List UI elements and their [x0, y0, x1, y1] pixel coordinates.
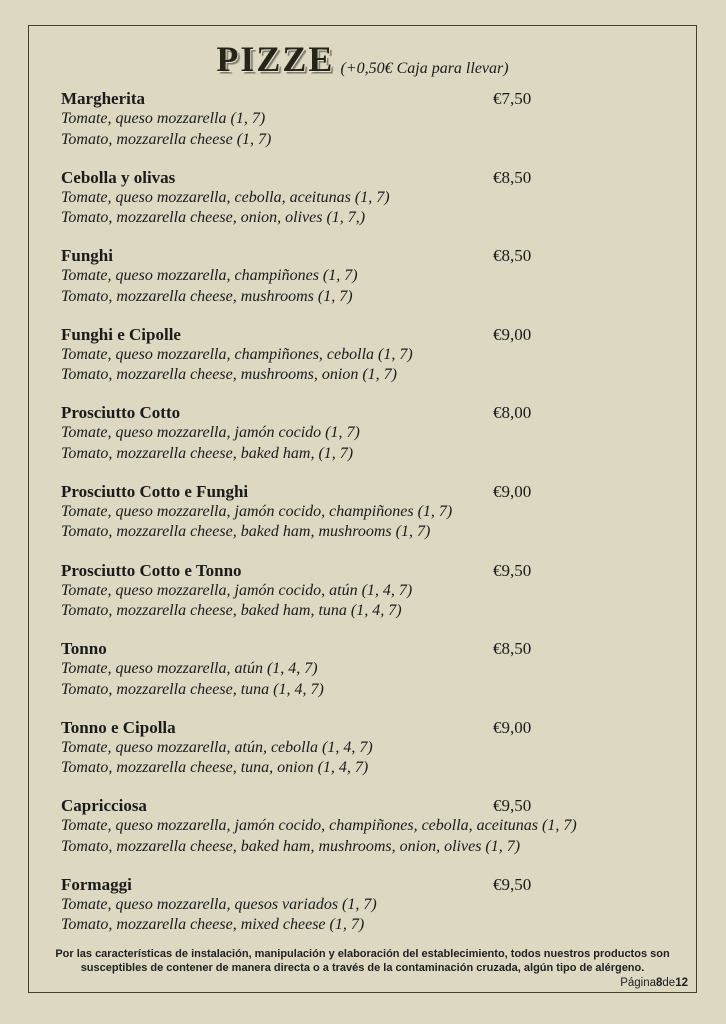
item-desc-es: Tomate, queso mozzarella, jamón cocido, champiñones, cebolla, aceitunas (1, 7): [61, 817, 577, 835]
item-price: €8,50: [493, 246, 532, 266]
item-name: Cebolla y olivas: [61, 167, 176, 187]
page-label: Página: [620, 977, 656, 989]
item-price: €9,00: [493, 717, 532, 737]
item-price: €7,50: [493, 89, 532, 108]
item-price: €9,50: [493, 560, 532, 580]
item-desc-es: Tomate, queso mozzarella, jamón cocido, atún (1, 4, 7): [61, 581, 413, 599]
item-desc-en: Tomato, mozzarella cheese, mixed cheese (1, 7): [61, 916, 365, 934]
item-desc-en: Tomato, mozzarella cheese (1, 7): [61, 130, 272, 148]
menu-item: [61, 795, 676, 857]
menu-item: [61, 638, 676, 700]
item-desc-es: Tomate, queso mozzarella (1, 7): [61, 110, 266, 127]
takeaway-note: (+0,50€ Caja para llevar): [340, 60, 509, 77]
item-head: [61, 795, 676, 816]
item-desc-es: Tomate, queso mozzarella, quesos variados (1, 7): [61, 895, 377, 913]
item-desc-en: Tomato, mozzarella cheese, tuna, onion (1, 4, 7): [61, 759, 369, 777]
item-desc-es: Tomate, queso mozzarella, atún (1, 4, 7): [61, 660, 318, 678]
item-name: Funghi e Cipolle: [61, 324, 181, 344]
item-price: €8,50: [493, 167, 532, 187]
item-price: €8,00: [493, 403, 532, 423]
page-title: PIZZE: [216, 39, 335, 79]
item-price: €9,50: [493, 796, 532, 816]
item-head: [61, 88, 676, 109]
menu-item: [61, 560, 676, 622]
disclaimer-line-2: susceptibles de contener de manera directa o a través de la contaminación cruzada, algún tipo de alérgeno.: [80, 961, 645, 974]
page-footer: [29, 948, 696, 990]
item-head: [61, 874, 676, 895]
page-number-line: [29, 976, 696, 990]
item-price: €8,50: [493, 639, 532, 659]
item-head: [61, 638, 676, 659]
item-price: €9,50: [493, 874, 532, 894]
item-desc-en: Tomato, mozzarella cheese, mushrooms, onion (1, 7): [61, 366, 397, 384]
item-desc-es: Tomate, queso mozzarella, champiñones (1, 7): [61, 267, 358, 285]
menu-list: [29, 88, 696, 936]
menu-item: [61, 717, 676, 779]
item-name: Tonno: [61, 639, 107, 659]
item-name: Formaggi: [61, 874, 132, 894]
page-frame: [28, 25, 697, 993]
item-name: Tonno e Cipolla: [61, 717, 176, 737]
item-name: Margherita: [61, 89, 146, 108]
menu-item: [61, 245, 676, 307]
disclaimer-line-1: Por las características de instalación, manipulación y elaboración del establecimiento, todos nuestros productos son: [55, 948, 670, 960]
item-name: Prosciutto Cotto e Tonno: [61, 560, 242, 580]
item-desc-en: Tomato, mozzarella cheese, baked ham, tuna (1, 4, 7): [61, 602, 402, 620]
menu-item: [61, 88, 676, 150]
item-name: Funghi: [61, 246, 113, 266]
item-head: [61, 481, 676, 502]
item-head: [61, 324, 676, 345]
menu-item: [61, 167, 676, 229]
item-name: Prosciutto Cotto e Funghi: [61, 481, 249, 501]
item-desc-es: Tomate, queso mozzarella, champiñones, cebolla (1, 7): [61, 345, 413, 363]
menu-item: [61, 481, 676, 543]
item-name: Prosciutto Cotto: [61, 403, 181, 423]
menu-item: [61, 324, 676, 386]
item-head: [61, 402, 676, 423]
item-head: [61, 245, 676, 266]
item-desc-en: Tomato, mozzarella cheese, baked ham, mushrooms, onion, olives (1, 7): [61, 837, 521, 855]
item-head: [61, 560, 676, 581]
menu-item: [61, 874, 676, 936]
item-desc-es: Tomate, queso mozzarella, jamón cocido, champiñones (1, 7): [61, 502, 453, 520]
item-head: [61, 717, 676, 738]
page-total: 12: [675, 977, 688, 989]
item-desc-en: Tomato, mozzarella cheese, onion, olives (1, 7,): [61, 209, 366, 227]
item-price: €9,00: [493, 481, 532, 501]
item-desc-en: Tomato, mozzarella cheese, mushrooms (1, 7): [61, 287, 353, 305]
item-desc-en: Tomato, mozzarella cheese, baked ham, (1, 7): [61, 444, 354, 462]
item-desc-es: Tomate, queso mozzarella, jamón cocido (1, 7): [61, 424, 360, 442]
menu-header: [29, 26, 696, 88]
item-name: Capricciosa: [61, 796, 147, 816]
page-number: 8: [656, 977, 663, 989]
item-price: €9,00: [493, 324, 532, 344]
item-desc-es: Tomate, queso mozzarella, atún, cebolla (1, 4, 7): [61, 738, 373, 756]
page-of-label: de: [662, 977, 676, 989]
menu-item: [61, 402, 676, 464]
item-desc-en: Tomato, mozzarella cheese, baked ham, mushrooms (1, 7): [61, 523, 431, 541]
item-desc-en: Tomato, mozzarella cheese, tuna (1, 4, 7): [61, 680, 324, 698]
allergen-disclaimer: [47, 948, 679, 975]
item-desc-es: Tomate, queso mozzarella, cebolla, aceitunas (1, 7): [61, 188, 390, 206]
item-head: [61, 167, 676, 188]
